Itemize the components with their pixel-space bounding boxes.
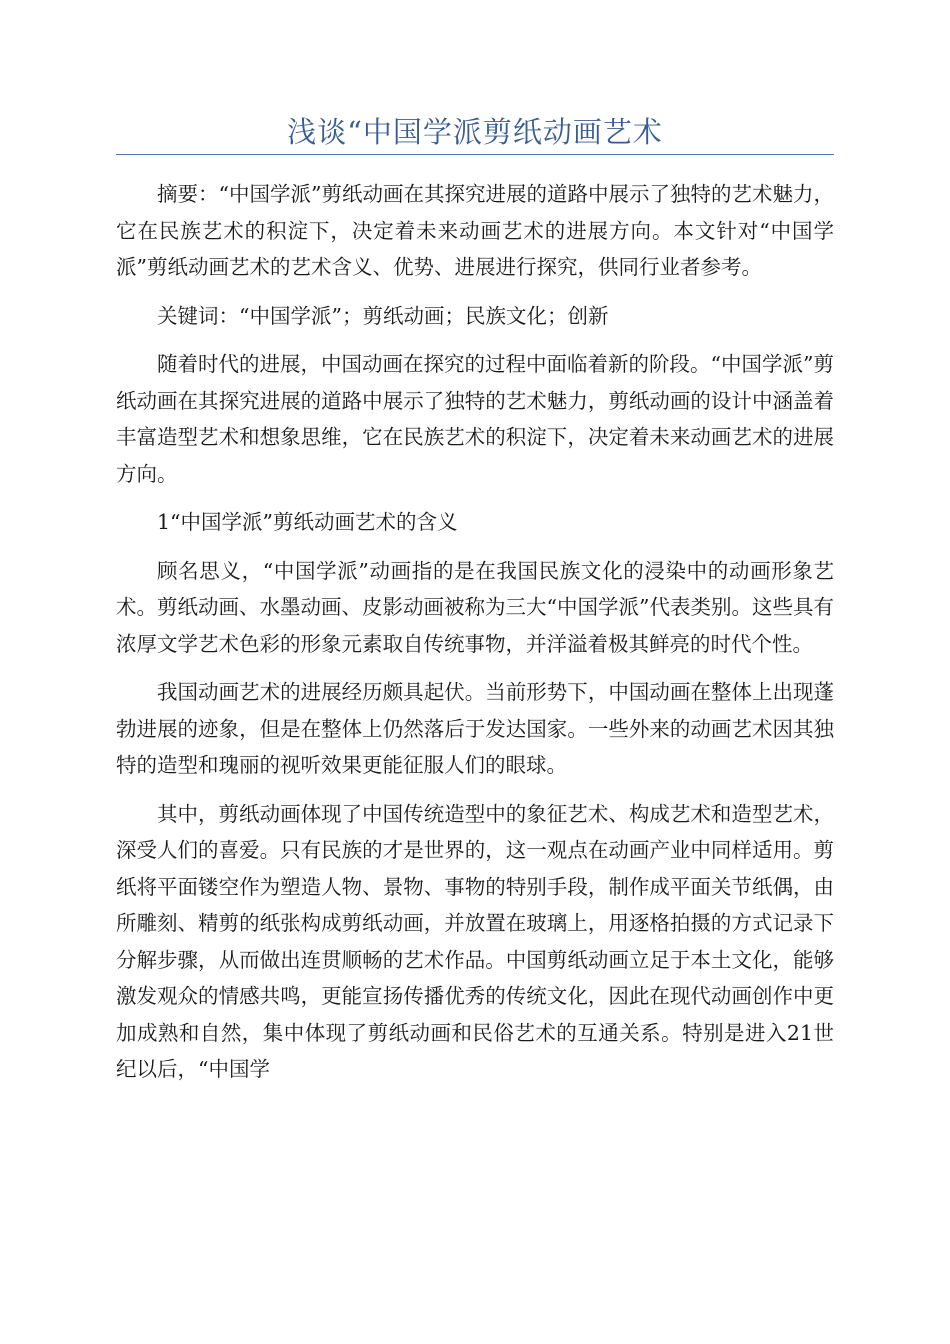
body-paragraph: 我国动画艺术的进展经历颇具起伏。当前形势下，中国动画在整体上出现蓬勃进展的迹象，但是在整体上仍然落后于发达国家。一些外来的动画艺术因其独特的造型和瑰丽的视听效果更能征服人们的眼球。 xyxy=(116,680,834,777)
section-heading-1: 1“中国学派”剪纸动画艺术的含义 xyxy=(157,510,458,534)
document-body xyxy=(116,176,834,1100)
body-paragraph: 顾名思义，“中国学派”动画指的是在我国民族文化的浸染中的动画形象艺术。剪纸动画、水墨动画、皮影动画被称为三大“中国学派”代表类别。这些具有浓厚文学艺术色彩的形象元素取自传统事物，并洋溢着极其鲜亮的时代个性。 xyxy=(116,558,834,656)
title-underline xyxy=(116,154,834,155)
keywords-line: 关键词：“中国学派”；剪纸动画；民族文化；创新 xyxy=(157,303,609,328)
intro-paragraph: 随着时代的进展，中国动画在探究的过程中面临着新的阶段。“中国学派”剪纸动画在其探究进展的道路中展示了独特的艺术魅力，剪纸动画的设计中涵盖着丰富造型艺术和想象思维，它在民族艺术的积淀下，决定着未来动画艺术的进展方向。 xyxy=(116,352,834,486)
document-title: 浅谈“中国学派剪纸动画艺术 xyxy=(287,115,663,149)
body-paragraph: 其中，剪纸动画体现了中国传统造型中的象征艺术、构成艺术和造型艺术，深受人们的喜爱。只有民族的才是世界的，这一观点在动画产业中同样适用。剪纸将平面镂空作为塑造人物、景物、事物的特别手段，制作成平面关节纸偶，由所雕刻、精剪的纸张构成剪纸动画，并放置在玻璃上，用逐格拍摄的方式记录下分解步骤，从而做出连贯顺畅的艺术作品。中国剪纸动画立足于本土文化，能够激发观众的情感共鸣，更能宣扬传播优秀的传统文化，因此在现代动画创作中更加成熟和自然，集中体现了剪纸动画和民俗艺术的互通关系。特别是进入21世纪以后，“中国学 xyxy=(116,801,834,1081)
abstract-paragraph: 摘要：“中国学派”剪纸动画在其探究进展的道路中展示了独特的艺术魅力，它在民族艺术的积淀下，决定着未来动画艺术的进展方向。本文针对“中国学派”剪纸动画艺术的艺术含义、优势、进展进行探究，供同行业者参考。 xyxy=(116,182,834,279)
